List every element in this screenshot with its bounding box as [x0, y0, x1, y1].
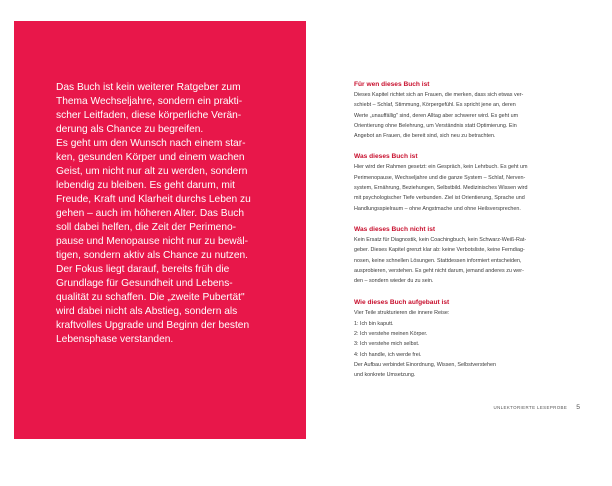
- section-body-line: Kein Ersatz für Diagnostik, kein Coachingbuch, kein Schwarz-Weiß-Rat-: [354, 236, 527, 243]
- intro-text-line: ken, gesunden Körper und einem wachen: [56, 152, 245, 163]
- section-body-line: Handlungsspielraum – ohne Angstmache und ohne Heilsversprechen.: [354, 205, 521, 212]
- section-body-line: nosen, keine schnellen Lösungen. Stattdessen informiert entscheiden,: [354, 257, 522, 264]
- intro-text-line: Lebensphase verstanden.: [56, 334, 174, 345]
- intro-text-line: lebendig zu bleiben. Es geht darum, mit: [56, 180, 235, 191]
- section-body-line: Angebot an Frauen, die bereit sind, sich neu zu betrachten.: [354, 133, 496, 140]
- section-body-line: Hier wird der Rahmen gesetzt: ein Gespräch, kein Lehrbuch. Es geht um: [354, 164, 528, 171]
- section-body-line: mit psychologischer Tiefe verbunden. Ziel ist Orientierung, Sprache und: [354, 195, 525, 202]
- intro-text-line: Geist, um nicht nur alt zu werden, sondern: [56, 166, 248, 177]
- intro-text-line: scher Leitfaden, diese körperliche Verän-: [56, 110, 242, 121]
- section-body-line: Vier Teile strukturieren die innere Reise:: [354, 310, 450, 317]
- intro-text-line: Grundlage für Gesundheit und Lebens-: [56, 278, 233, 289]
- intro-text-line: soll dabei helfen, die Zeit der Perimeno-: [56, 222, 237, 233]
- intro-text-line: Thema Wechseljahre, sondern ein prakti-: [56, 96, 243, 107]
- right-page-content: [354, 80, 580, 381]
- section-body-line: geber. Dieses Kapitel grenzt klar ab: keine Verbotsliste, keine Ferndiag-: [354, 247, 525, 254]
- section-body-line: 1: Ich bin kaputt.: [354, 320, 394, 327]
- section-body-line: 2: Ich verstehe meinen Körper.: [354, 331, 428, 338]
- section-body-line: 4: Ich handle, ich werde frei.: [354, 351, 422, 358]
- section-body-line: und konkrete Umsetzung.: [354, 372, 416, 379]
- section-heading: Wie dieses Buch aufgebaut ist: [354, 299, 450, 307]
- intro-text-line: derung als Chance zu begreifen.: [56, 124, 204, 135]
- section-body-line: Dieses Kapitel richtet sich an Frauen, die merken, dass sich etwas ver-: [354, 92, 524, 98]
- section-body-line: Der Aufbau verbindet Einordnung, Wissen, Selbstverstehen: [354, 361, 497, 368]
- content-section: [354, 225, 580, 286]
- section-heading: Für wen dieses Buch ist: [354, 81, 430, 88]
- content-section: [354, 298, 580, 380]
- intro-text-line: wird dabei nicht als Abstieg, sondern als: [56, 306, 238, 317]
- left-page-color-panel: [14, 21, 306, 439]
- intro-text-line: tigen, sondern aktiv als Chance zu nutzen.: [56, 250, 248, 261]
- intro-text-line: qualität zu schaffen. Die „zweite Pubertät": [56, 292, 245, 303]
- intro-text-line: gehen – auch im höheren Alter. Das Buch: [56, 208, 245, 219]
- section-body-line: ausprobieren, verstehen. Es geht nicht darum, jemand anderes zu wer-: [354, 267, 524, 274]
- intro-text-line: pause und Menopause nicht nur zu bewäl-: [56, 236, 248, 247]
- section-body-line: Werte „unauffällig" sind, deren Alltag aber schwerer wird. Es geht um: [354, 112, 519, 119]
- section-body-line: 3: Ich verstehe mich selbst.: [354, 341, 420, 348]
- section-heading: Was dieses Buch ist: [354, 153, 418, 161]
- intro-text-line: Es geht um den Wunsch nach einem star-: [56, 138, 246, 149]
- content-section: [354, 152, 580, 213]
- intro-text-line: kraftvolles Upgrade und Beginn der besten: [56, 320, 250, 331]
- section-body-line: system, Ernährung, Beziehungen, Selbstbild. Medizinisches Wissen wird: [354, 185, 528, 192]
- section-heading: Was dieses Buch nicht ist: [354, 225, 436, 233]
- content-section: [354, 80, 580, 141]
- section-body-line: Perimenopause, Wechseljahre und die ganze System – Schlaf, Nerven-: [354, 174, 526, 181]
- intro-text-line: Das Buch ist kein weiterer Ratgeber zum: [56, 82, 241, 93]
- intro-text-line: Freude, Kraft und Klarheit durchs Leben zu: [56, 194, 251, 205]
- left-page-intro-text: [56, 81, 284, 347]
- section-body-line: schiebt – Schlaf, Stimmung, Körpergefühl. Es spricht jene an, deren: [354, 102, 516, 109]
- page-number: 5: [576, 404, 580, 411]
- page-footer: [440, 404, 580, 411]
- footer-label: UNLEKTORIERTE LESEPROBE: [493, 405, 568, 410]
- section-body-line: den – sondern wieder du zu sein.: [354, 278, 434, 285]
- intro-text-line: Der Fokus liegt darauf, bereits früh die: [56, 264, 230, 275]
- section-body-line: Orientierung ohne Belehrung, um Verständnis statt Optimierung. Ein: [354, 122, 517, 129]
